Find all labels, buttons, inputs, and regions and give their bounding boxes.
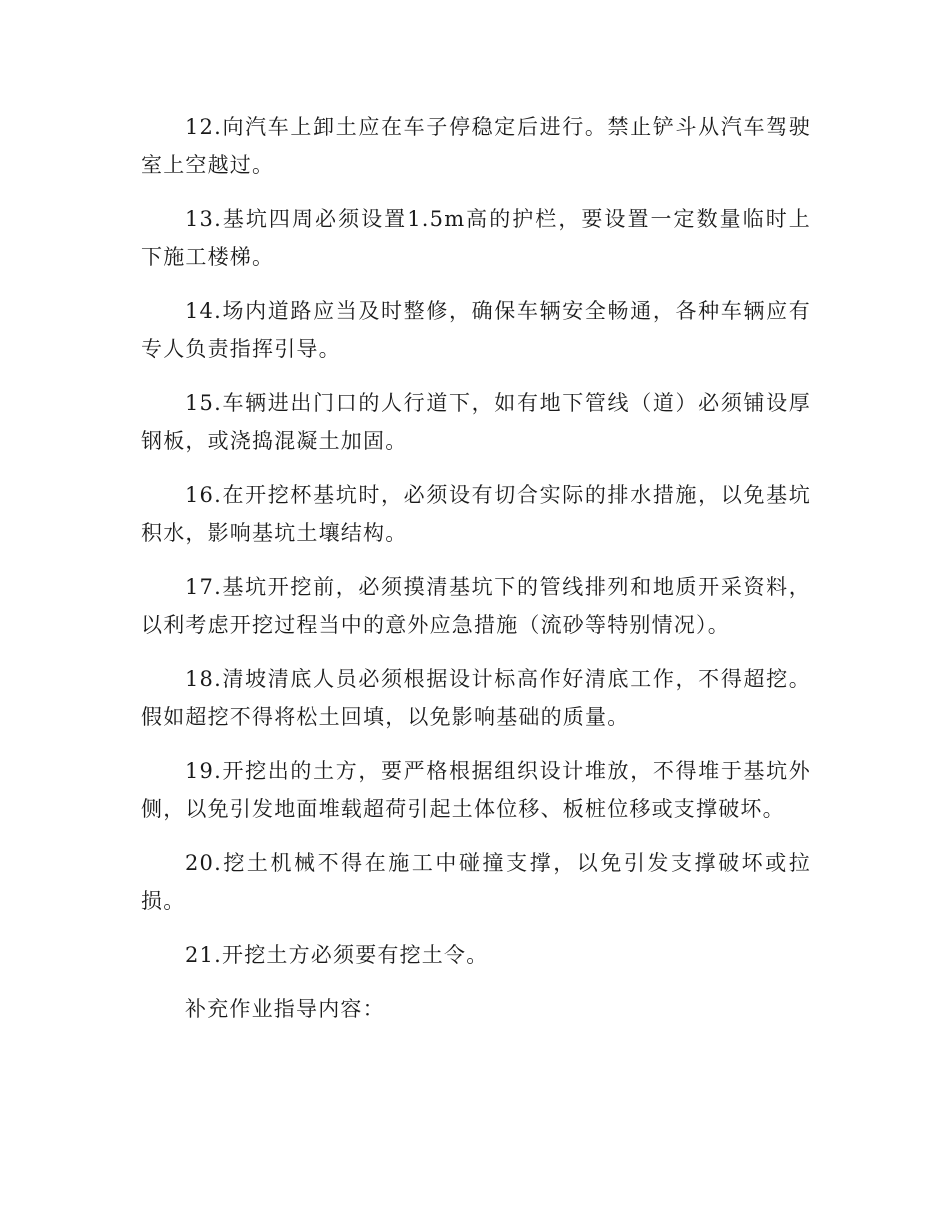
paragraph-17: 17.基坑开挖前，必须摸清基坑下的管线排列和地质开采资料，以利考虑开挖过程当中的意外应急措施（流砂等特别情况）。: [141, 575, 811, 637]
paragraph-16: 16.在开挖杯基坑时，必须设有切合实际的排水措施，以免基坑积水，影响基坑土壤结构。: [141, 483, 811, 545]
paragraph-19: 19.开挖出的土方，要严格根据组织设计堆放，不得堆于基坑外侧，以免引发地面堆载超荷引起土体位移、板桩位移或支撑破坏。: [141, 759, 811, 821]
paragraph-21: 21.开挖土方必须要有挖土令。: [185, 943, 489, 967]
paragraph-14: 14.场内道路应当及时整修，确保车辆安全畅通，各种车辆应有专人负责指挥引导。: [141, 299, 811, 361]
paragraph-13: 13.基坑四周必须设置1.5m高的护栏，要设置一定数量临时上下施工楼梯。: [141, 207, 811, 269]
paragraph-18: 18.清坡清底人员必须根据设计标高作好清底工作，不得超挖。假如超挖不得将松土回填，以免影响基础的质量。: [141, 667, 811, 729]
paragraph-12: 12.向汽车上卸土应在车子停稳定后进行。禁止铲斗从汽车驾驶室上空越过。: [141, 115, 811, 177]
paragraph-20: 20.挖土机械不得在施工中碰撞支撑，以免引发支撑破坏或拉损。: [141, 851, 811, 913]
document-body: [141, 108, 811, 1044]
paragraph-15: 15.车辆进出门口的人行道下，如有地下管线（道）必须铺设厚钢板，或浇捣混凝土加固。: [141, 391, 811, 453]
supplement-heading: 补充作业指导内容：: [185, 997, 385, 1021]
